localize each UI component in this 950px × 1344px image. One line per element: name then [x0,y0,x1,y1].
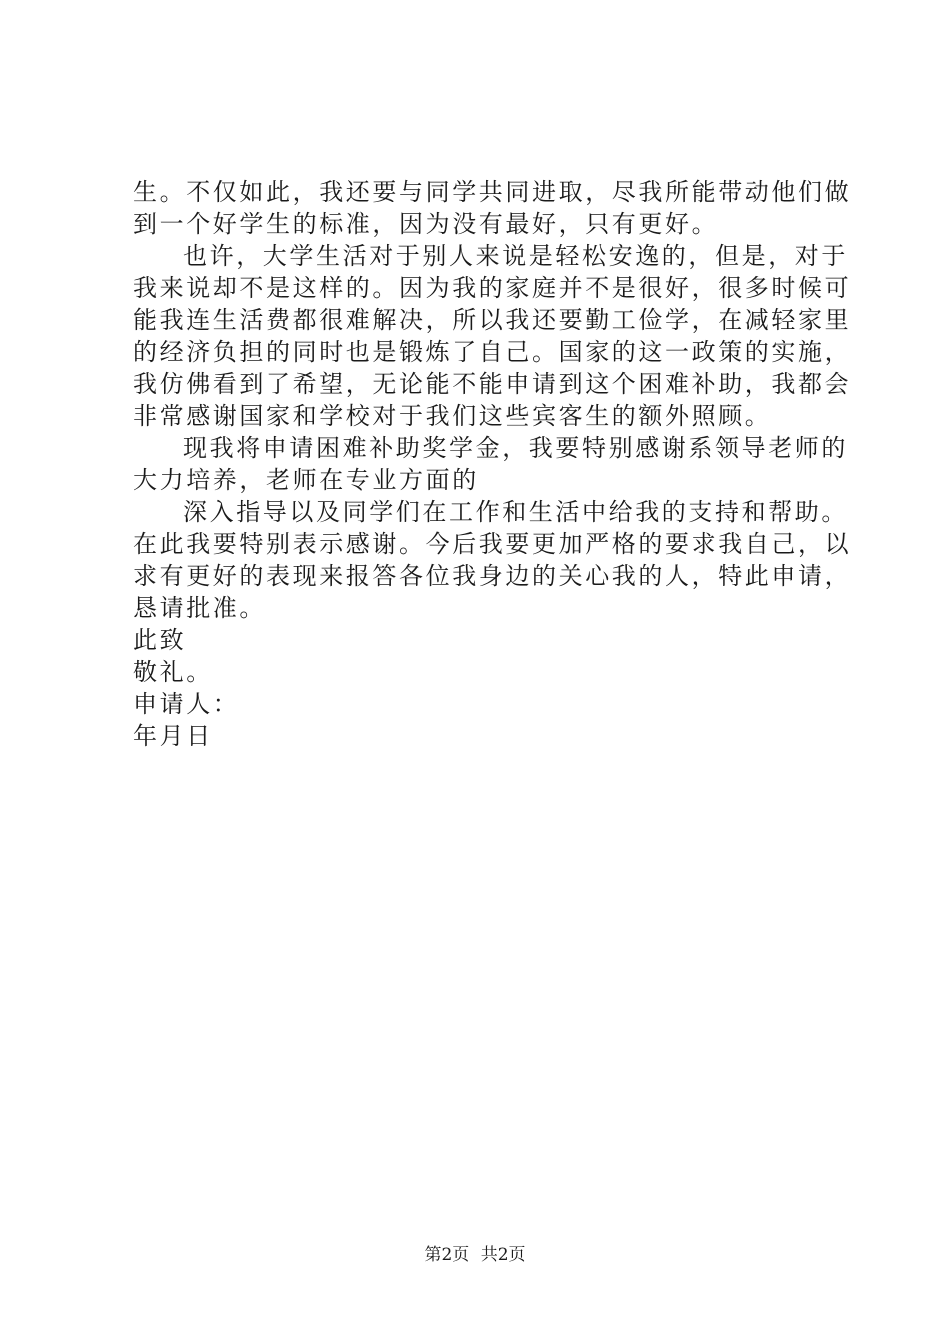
text-line: 现我将申请困难补助奖学金，我要特别感谢系领导老师的 [183,434,848,462]
text-line: 深入指导以及同学们在工作和生活中给我的支持和帮助。 [183,498,848,526]
text-line: 在此我要特别表示感谢。今后我要更加严格的要求我自己，以 [133,530,852,558]
text-line: 非常感谢国家和学校对于我们这些宾客生的额外照顾。 [133,402,772,430]
text-line: 恳请批准。 [133,594,266,622]
text-line: 到一个好学生的标准，因为没有最好，只有更好。 [133,210,719,238]
date-label: 年月日 [133,722,213,750]
total-pages: 共2页 [480,1245,526,1265]
text-line: 的经济负担的同时也是锻炼了自己。国家的这一政策的实施， [133,338,852,366]
text-line: 生。不仅如此，我还要与同学共同进取，尽我所能带动他们做 [133,178,852,206]
letter-body [133,176,852,752]
text-line: 我来说却不是这样的。因为我的家庭并不是很好，很多时候可 [133,274,852,302]
paragraph [133,176,852,240]
applicant-label: 申请人： [133,690,240,718]
text-line: 我仿佛看到了希望，无论能不能申请到这个困难补助，我都会 [133,370,852,398]
text-line: 能我连生活费都很难解决，所以我还要勤工俭学，在减轻家里 [133,306,852,334]
paragraph [133,240,852,432]
closing-regards: 敬礼。 [133,658,213,686]
text-line: 求有更好的表现来报答各位我身边的关心我的人，特此申请， [133,562,852,590]
current-page-number: 第2页 [424,1245,470,1265]
paragraph [133,432,848,496]
text-line: 大力培养，老师在专业方面的 [133,466,479,494]
closing-salutation: 此致 [133,626,187,654]
page-footer [0,1243,950,1267]
paragraph [133,496,852,624]
text-line: 也许，大学生活对于别人来说是轻松安逸的，但是，对于 [183,242,848,270]
